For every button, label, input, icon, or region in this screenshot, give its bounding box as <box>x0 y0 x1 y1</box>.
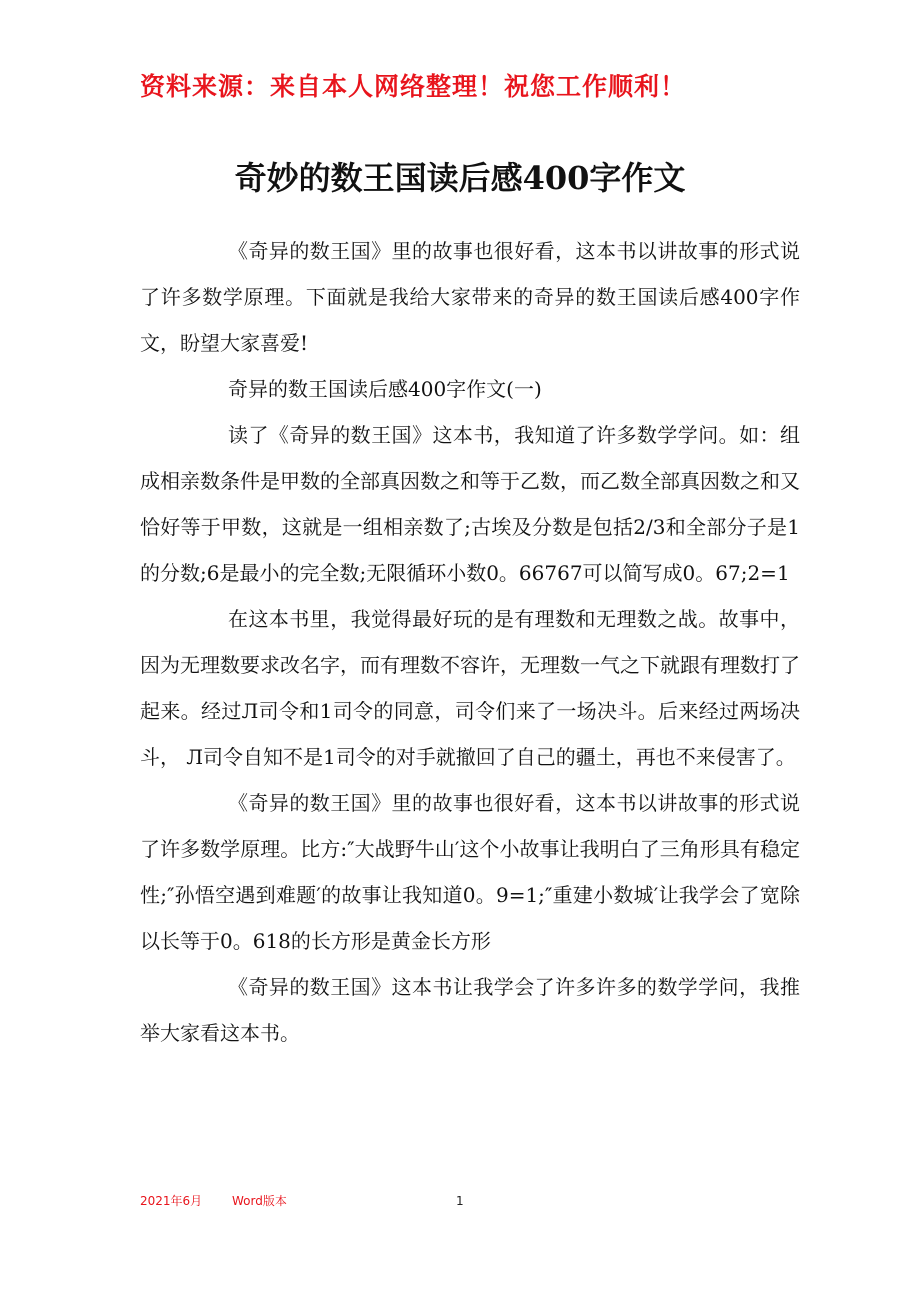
footer-page-number: 1 <box>456 1194 464 1208</box>
paragraph-examples: 《奇异的数王国》里的故事也很好看，这本书以讲故事的形式说了许多数学原理。比方:″大战野牛山′这个小故事让我明白了三角形具有稳定性;″孙悟空遇到难题′的故事让我知道0。9=1;″重建小数城′让我学会了宽除以长等于0。618的长方形是黄金长方形 <box>140 791 800 953</box>
section-heading: 奇异的数王国读后感400字作文(一) <box>228 377 542 401</box>
paragraph-story: 在这本书里，我觉得最好玩的是有理数和无理数之战。故事中，因为无理数要求改名字，而有理数不容许，无理数一气之下就跟有理数打了起来。经过Л司令和1司令的同意，司令们来了一场决斗。后来经过两场决斗， Л司令自知不是1司令的对手就撤回了自己的疆土，再也不来侵害了。 <box>140 607 800 769</box>
paragraph-intro: 《奇异的数王国》里的故事也很好看，这本书以讲故事的形式说了许多数学原理。下面就是我给大家带来的奇异的数王国读后感400字作文，盼望大家喜爱! <box>140 239 800 355</box>
page-footer <box>140 1188 840 1214</box>
footer-version: Word版本 <box>232 1194 287 1208</box>
document-body <box>140 228 800 1056</box>
footer-date: 2021年6月 <box>140 1194 203 1208</box>
document-title: 奇妙的数王国读后感400字作文 <box>234 159 686 197</box>
paragraph-conclusion: 《奇异的数王国》这本书让我学会了许多许多的数学学问，我推举大家看这本书。 <box>140 975 800 1045</box>
paragraph-knowledge: 读了《奇异的数王国》这本书，我知道了许多数学学问。如：组成相亲数条件是甲数的全部真因数之和等于乙数，而乙数全部真因数之和又恰好等于甲数，这就是一组相亲数了;古埃及分数是包括2/3和全部分子是1的分数;6是最小的完全数;无限循环小数0。66767可以简写成0。67;2=1 <box>140 423 800 585</box>
source-banner: 资料来源：来自本人网络整理！祝您工作顺利！ <box>140 72 687 101</box>
